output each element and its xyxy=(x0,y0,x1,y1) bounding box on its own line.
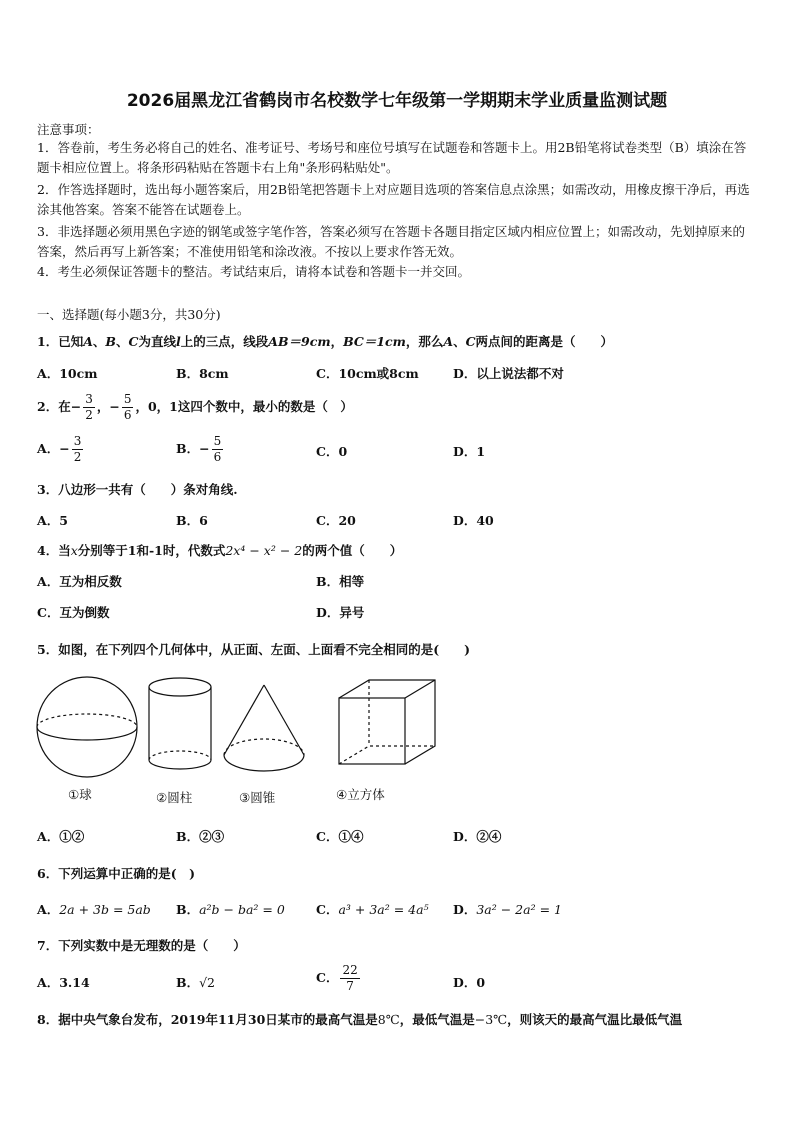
notice-item-1: 1．答卷前，考生务必将自己的姓名、准考证号、考场号和座位号填写在试题卷和答题卡上。用2B铅笔将试卷类型（B）填涂在答题卡相应位置上。将条形码粘贴在答题卡右上角"条形码粘贴处"。 xyxy=(37,140,747,175)
q4-option-b: B．相等 xyxy=(316,574,365,589)
fraction: $\frac{3}{2}$ xyxy=(73,434,82,464)
cube-figure xyxy=(339,680,435,764)
notice-item-4: 4．考生必须保证答题卡的整洁。考试结束后，请将本试卷和答题卡一并交回。 xyxy=(37,264,470,279)
q1-option-d: D．以上说法都不对 xyxy=(453,366,564,381)
q2-option-d: D．1 xyxy=(453,444,486,459)
notice-item-3: 3．非选择题必须用黑色字迹的钢笔或签字笔作答，答案必须写在答题卡各题目指定区域内相应位置上；如需改动，先划掉原来的答案，然后再写上新答案；不准使用铅笔和涂改液。不按以上要求作答无效。 xyxy=(37,224,745,259)
q5-option-d: D．②④ xyxy=(453,829,502,844)
question-5-stem: 5．如图，在下列四个几何体中，从正面、左面、上面看不完全相同的是( ) xyxy=(37,642,471,657)
caption-sphere: ①球 xyxy=(68,787,92,802)
q2-option-a: A．− $\frac{3}{2}$ xyxy=(37,434,82,464)
caption-cube: ④立方体 xyxy=(336,787,385,802)
question-1-stem: 1．已知A、B、C为直线l上的三点，线段AB＝9cm，BC＝1cm，那么A、C两点间的距离是（ ） xyxy=(37,334,614,349)
fraction: $\frac{22}{7}$ xyxy=(342,963,358,993)
question-6-stem: 6．下列运算中正确的是( ) xyxy=(37,866,196,881)
geometric-solids-figure xyxy=(30,670,450,780)
q2-option-c: C．0 xyxy=(316,444,348,459)
sphere-figure xyxy=(37,677,137,777)
question-2-stem: 2．在− $\frac{3}{2}$ ，− $\frac{5}{6}$ ，0，1这四个数中，最小的数是（ ） xyxy=(37,392,353,422)
q7-option-b: B．√2 xyxy=(176,975,215,990)
q3-option-d: D．40 xyxy=(453,513,494,528)
q7-option-a: A．3.14 xyxy=(37,975,90,990)
q5-option-c: C．①④ xyxy=(316,829,364,844)
q5-option-b: B．②③ xyxy=(176,829,225,844)
q3-option-c: C．20 xyxy=(316,513,356,528)
question-3-stem: 3．八边形一共有（ ）条对角线. xyxy=(37,482,238,497)
caption-cylinder: ②圆柱 xyxy=(156,790,193,805)
q1-option-c: C．10cm或8cm xyxy=(316,366,419,381)
fraction: $\frac{3}{2}$ xyxy=(85,392,93,422)
q4-option-c: C．互为倒数 xyxy=(37,605,110,620)
q1-option-a: A．10cm xyxy=(37,366,98,381)
fraction: $\frac{5}{6}$ xyxy=(123,392,132,422)
notice-item-2: 2．作答选择题时，选出每小题答案后，用2B铅笔把答题卡上对应题目选项的答案信息点涂黑；如需改动，用橡皮擦干净后，再选涂其他答案。答案不能答在试题卷上。 xyxy=(37,182,750,217)
cone-figure xyxy=(224,685,304,771)
q6-option-b: B．a²b − ba² = 0 xyxy=(176,902,285,917)
question-7-stem: 7．下列实数中是无理数的是（ ） xyxy=(37,938,246,953)
question-4-stem: 4．当x分别等于1和-1时，代数式2x⁴ − x² − 2的两个值（ ） xyxy=(37,543,403,558)
notice-heading: 注意事项： xyxy=(37,122,100,137)
q5-option-a: A．①② xyxy=(37,829,85,844)
fraction: $\frac{5}{6}$ xyxy=(213,434,222,464)
q7-option-d: D．0 xyxy=(453,975,486,990)
cylinder-figure xyxy=(149,678,211,769)
q6-option-d: D．3a² − 2a² = 1 xyxy=(453,902,562,917)
caption-cone: ③圆锥 xyxy=(239,790,276,805)
q4-option-a: A．互为相反数 xyxy=(37,574,122,589)
question-8-stem: 8．据中央气象台发布，2019年11月30日某市的最高气温是8℃，最低气温是−3℃，则该天的最高气温比最低气温 xyxy=(37,1012,683,1027)
q6-option-a: A．2a + 3b = 5ab xyxy=(37,902,151,917)
q4-option-d: D．异号 xyxy=(316,605,365,620)
page-title: 2026届黑龙江省鹤岗市名校数学七年级第一学期期末学业质量监测试题 xyxy=(126,91,668,111)
q2-option-b: B．− $\frac{5}{6}$ xyxy=(176,434,222,464)
q3-option-b: B．6 xyxy=(176,513,208,528)
section-heading: 一、选择题(每小题3分，共30分) xyxy=(37,307,221,322)
q7-option-c: C． $\frac{22}{7}$ xyxy=(316,963,358,993)
q3-option-a: A．5 xyxy=(37,513,68,528)
q1-option-b: B．8cm xyxy=(176,366,229,381)
q6-option-c: C．a³ + 3a² = 4a⁵ xyxy=(316,902,429,917)
